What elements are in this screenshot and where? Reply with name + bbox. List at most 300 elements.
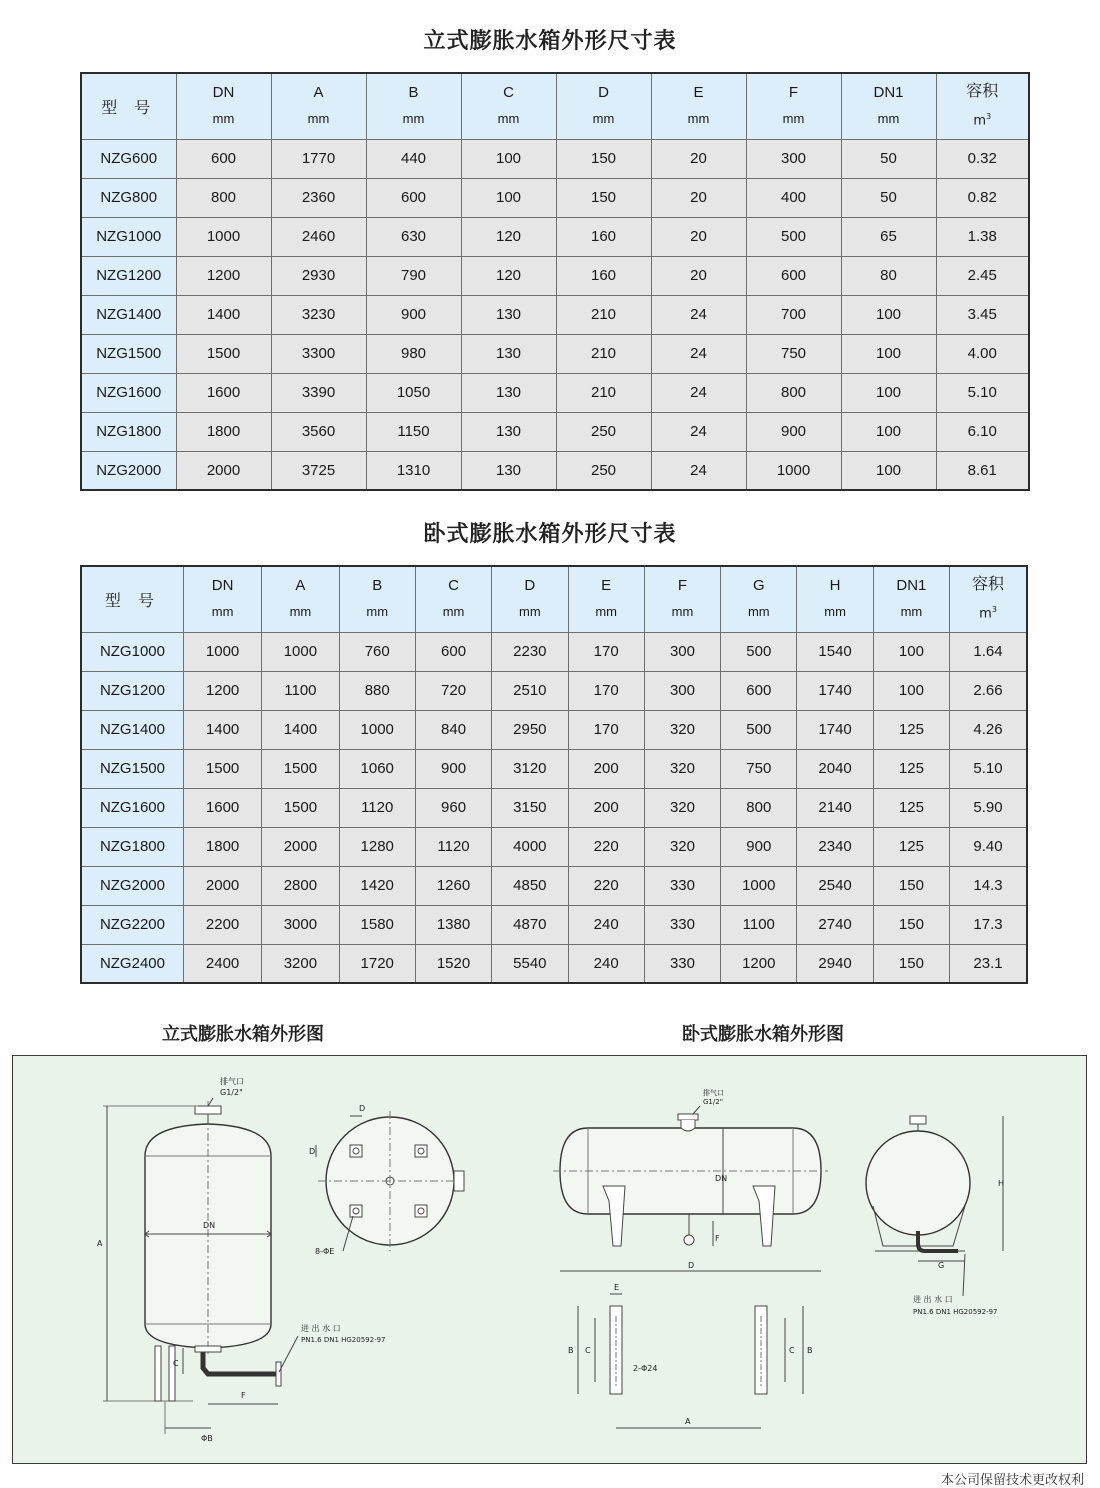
value-cell: 2040: [797, 749, 873, 788]
value-cell: 100: [873, 671, 949, 710]
value-cell: 210: [556, 373, 651, 412]
value-cell: 2340: [797, 827, 873, 866]
value-cell: 1540: [797, 632, 873, 671]
value-cell: 250: [556, 412, 651, 451]
value-cell: 100: [841, 295, 936, 334]
value-cell: 1280: [339, 827, 415, 866]
value-cell: 20: [651, 256, 746, 295]
header-dn1: [841, 73, 936, 139]
table-row: [81, 178, 1029, 217]
value-cell: 100: [841, 373, 936, 412]
value-cell: 4.00: [936, 334, 1029, 373]
value-cell: 50: [841, 178, 936, 217]
value-cell: 400: [746, 178, 841, 217]
table-row: [81, 944, 1027, 983]
model-cell: NZG800: [81, 178, 176, 217]
saddle-e-label: E: [614, 1283, 620, 1292]
header-unit: mm: [900, 604, 923, 620]
value-cell: 1500: [262, 749, 339, 788]
value-cell: 1050: [366, 373, 461, 412]
header-model: 型 号: [81, 566, 183, 632]
vertical-vent-size: G1/2": [220, 1088, 243, 1097]
table-row: [81, 412, 1029, 451]
value-cell: 120: [461, 256, 556, 295]
header-unit: mm: [211, 604, 234, 620]
value-cell: 23.1: [950, 944, 1027, 983]
value-cell: 600: [746, 256, 841, 295]
header-label: DN: [211, 577, 234, 595]
value-cell: 14.3: [950, 866, 1027, 905]
horizontal-tank-side: [866, 1116, 1004, 1316]
value-cell: 1150: [366, 412, 461, 451]
value-cell: 1400: [262, 710, 339, 749]
header-unit: mm: [824, 604, 846, 620]
value-cell: 1200: [183, 671, 261, 710]
table-row: [81, 256, 1029, 295]
value-cell: 1500: [183, 749, 261, 788]
value-cell: 130: [461, 373, 556, 412]
header-label: D: [524, 577, 536, 595]
header-unit: $m^3$: [973, 112, 992, 129]
value-cell: 240: [568, 905, 644, 944]
value-cell: 100: [841, 412, 936, 451]
value-cell: 65: [841, 217, 936, 256]
value-cell: 1770: [271, 139, 366, 178]
value-cell: 100: [841, 451, 936, 490]
value-cell: 1120: [339, 788, 415, 827]
value-cell: 1000: [339, 710, 415, 749]
model-cell: NZG1400: [81, 710, 183, 749]
value-cell: 500: [721, 632, 797, 671]
value-cell: 24: [651, 334, 746, 373]
value-cell: 4000: [492, 827, 568, 866]
value-cell: 3000: [262, 905, 339, 944]
value-cell: 1580: [339, 905, 415, 944]
value-cell: 100: [841, 334, 936, 373]
value-cell: 2510: [492, 671, 568, 710]
value-cell: 600: [176, 139, 271, 178]
value-cell: 2460: [271, 217, 366, 256]
header-label: DN1: [896, 577, 927, 595]
value-cell: 80: [841, 256, 936, 295]
header-b: [339, 566, 415, 632]
header-unit: mm: [782, 111, 805, 127]
value-cell: 17.3: [950, 905, 1027, 944]
value-cell: 330: [644, 944, 720, 983]
horizontal-drawing-title: 卧式膨胀水箱外形图: [682, 1024, 844, 1045]
header-label: F: [788, 84, 799, 102]
header-c: [415, 566, 491, 632]
value-cell: 800: [721, 788, 797, 827]
value-cell: 750: [746, 334, 841, 373]
value-cell: 1380: [415, 905, 491, 944]
model-cell: NZG1200: [81, 671, 183, 710]
horizontal-vent-size: G1/2": [703, 1098, 723, 1106]
value-cell: 960: [415, 788, 491, 827]
value-cell: 125: [873, 788, 949, 827]
value-cell: 5.10: [936, 373, 1029, 412]
value-cell: 320: [644, 710, 720, 749]
value-cell: 8.61: [936, 451, 1029, 490]
value-cell: 4870: [492, 905, 568, 944]
table-row: [81, 373, 1029, 412]
value-cell: 170: [568, 671, 644, 710]
value-cell: 150: [873, 905, 949, 944]
header-label: C: [448, 577, 459, 595]
value-cell: 1420: [339, 866, 415, 905]
value-cell: 300: [746, 139, 841, 178]
value-cell: 1000: [262, 632, 339, 671]
value-cell: 2.45: [936, 256, 1029, 295]
header-label: F: [677, 577, 688, 595]
header-label: D: [598, 84, 609, 102]
value-cell: 1000: [746, 451, 841, 490]
header-label: DN: [212, 84, 235, 102]
value-cell: 170: [568, 710, 644, 749]
value-cell: 1500: [176, 334, 271, 373]
value-cell: 100: [873, 632, 949, 671]
saddle-c-label-2: C: [789, 1346, 795, 1355]
model-cell: NZG1000: [81, 632, 183, 671]
value-cell: 760: [339, 632, 415, 671]
value-cell: 3230: [271, 295, 366, 334]
value-cell: 130: [461, 334, 556, 373]
value-cell: 2200: [183, 905, 261, 944]
value-cell: 150: [873, 944, 949, 983]
vertical-pn-label: PN1.6 DN1 HG20592-97: [301, 1336, 386, 1344]
value-cell: 160: [556, 217, 651, 256]
value-cell: 2000: [176, 451, 271, 490]
header-dn: [176, 73, 271, 139]
horizontal-f-label: F: [715, 1234, 720, 1243]
value-cell: 50: [841, 139, 936, 178]
table-row: [81, 671, 1027, 710]
value-cell: 4.26: [950, 710, 1027, 749]
header-label: H: [829, 577, 841, 595]
value-cell: 3560: [271, 412, 366, 451]
value-cell: 130: [461, 412, 556, 451]
value-cell: 2540: [797, 866, 873, 905]
value-cell: 2000: [262, 827, 339, 866]
value-cell: 100: [461, 139, 556, 178]
header-label: A: [295, 577, 306, 595]
header-unit: $m^3$: [979, 605, 997, 622]
value-cell: 1740: [797, 671, 873, 710]
value-cell: 440: [366, 139, 461, 178]
value-cell: 600: [415, 632, 491, 671]
value-cell: 1400: [183, 710, 261, 749]
value-cell: 24: [651, 412, 746, 451]
header-h: [797, 566, 873, 632]
horizontal-dn-label: DN: [715, 1174, 728, 1183]
model-cell: NZG600: [81, 139, 176, 178]
value-cell: 900: [746, 412, 841, 451]
table-row: [81, 749, 1027, 788]
vertical-drawing-title: 立式膨胀水箱外形图: [162, 1024, 324, 1045]
header-b: [366, 73, 461, 139]
horizontal-table-title: 卧式膨胀水箱外形尺寸表: [423, 522, 677, 547]
horizontal-spec-table: [80, 565, 1028, 984]
header-unit: mm: [289, 604, 312, 620]
value-cell: 630: [366, 217, 461, 256]
header-label: 容积: [966, 81, 999, 101]
value-cell: 9.40: [950, 827, 1027, 866]
value-cell: 24: [651, 451, 746, 490]
value-cell: 2740: [797, 905, 873, 944]
value-cell: 700: [746, 295, 841, 334]
value-cell: 2000: [183, 866, 261, 905]
header-e: [568, 566, 644, 632]
table-row: [81, 866, 1027, 905]
value-cell: 1.38: [936, 217, 1029, 256]
table-row: [81, 139, 1029, 178]
vertical-spec-table: [80, 72, 1030, 491]
header-label: C: [503, 84, 514, 102]
header-容积: [950, 566, 1027, 632]
header-d: [492, 566, 568, 632]
model-cell: NZG1400: [81, 295, 176, 334]
model-cell: NZG1600: [81, 373, 176, 412]
value-cell: 1500: [262, 788, 339, 827]
model-cell: NZG1000: [81, 217, 176, 256]
value-cell: 900: [366, 295, 461, 334]
value-cell: 1000: [183, 632, 261, 671]
value-cell: 330: [644, 866, 720, 905]
value-cell: 840: [415, 710, 491, 749]
value-cell: 750: [721, 749, 797, 788]
header-f: [644, 566, 720, 632]
vertical-dn-label: DN: [203, 1221, 216, 1230]
value-cell: 3150: [492, 788, 568, 827]
value-cell: 900: [415, 749, 491, 788]
header-unit: mm: [366, 604, 389, 620]
model-cell: NZG1500: [81, 334, 176, 373]
value-cell: 3725: [271, 451, 366, 490]
vertical-inlet-label: 进 出 水 口: [301, 1324, 341, 1333]
value-cell: 125: [873, 827, 949, 866]
value-cell: 2940: [797, 944, 873, 983]
header-a: [271, 73, 366, 139]
value-cell: 3200: [262, 944, 339, 983]
value-cell: 1060: [339, 749, 415, 788]
value-cell: 1800: [183, 827, 261, 866]
header-a: [262, 566, 339, 632]
table-row: [81, 217, 1029, 256]
value-cell: 2.66: [950, 671, 1027, 710]
value-cell: 220: [568, 866, 644, 905]
vertical-a-label: A: [97, 1239, 103, 1248]
value-cell: 320: [644, 749, 720, 788]
value-cell: 5540: [492, 944, 568, 983]
value-cell: 20: [651, 178, 746, 217]
value-cell: 1260: [415, 866, 491, 905]
value-cell: 160: [556, 256, 651, 295]
saddle-anchor-label: 2-Φ24: [633, 1364, 658, 1373]
value-cell: 1740: [797, 710, 873, 749]
value-cell: 3120: [492, 749, 568, 788]
value-cell: 320: [644, 827, 720, 866]
header-unit: mm: [592, 111, 615, 127]
header-label: DN1: [873, 84, 904, 102]
table-row: [81, 710, 1027, 749]
value-cell: 3.45: [936, 295, 1029, 334]
value-cell: 4850: [492, 866, 568, 905]
model-cell: NZG1800: [81, 827, 183, 866]
value-cell: 1600: [183, 788, 261, 827]
header-e: [651, 73, 746, 139]
table-row: [81, 295, 1029, 334]
value-cell: 320: [644, 788, 720, 827]
value-cell: 130: [461, 451, 556, 490]
value-cell: 980: [366, 334, 461, 373]
value-cell: 20: [651, 139, 746, 178]
value-cell: 330: [644, 905, 720, 944]
side-pn-label: PN1.6 DN1 HG20592-97: [913, 1308, 998, 1316]
value-cell: 2360: [271, 178, 366, 217]
value-cell: 150: [556, 178, 651, 217]
plan-d-label-2: D: [309, 1147, 316, 1156]
value-cell: 24: [651, 295, 746, 334]
header-unit: mm: [877, 111, 900, 127]
vertical-f-label: F: [241, 1391, 246, 1400]
saddle-c-label: C: [585, 1346, 591, 1355]
header-label: E: [693, 84, 704, 102]
header-label: B: [372, 577, 383, 595]
value-cell: 0.82: [936, 178, 1029, 217]
value-cell: 150: [873, 866, 949, 905]
value-cell: 900: [721, 827, 797, 866]
value-cell: 1200: [176, 256, 271, 295]
value-cell: 880: [339, 671, 415, 710]
value-cell: 200: [568, 788, 644, 827]
value-cell: 210: [556, 295, 651, 334]
saddle-plan: [568, 1283, 813, 1428]
saddle-a-label: A: [685, 1417, 691, 1426]
value-cell: 1.64: [950, 632, 1027, 671]
value-cell: 2800: [262, 866, 339, 905]
value-cell: 2950: [492, 710, 568, 749]
value-cell: 2930: [271, 256, 366, 295]
header-model: 型 号: [81, 73, 176, 139]
model-cell: NZG1500: [81, 749, 183, 788]
value-cell: 1200: [721, 944, 797, 983]
footer-note: 本公司保留技术更改权利: [940, 1473, 1084, 1488]
value-cell: 250: [556, 451, 651, 490]
vertical-c-label: C: [173, 1359, 179, 1368]
value-cell: 5.90: [950, 788, 1027, 827]
model-cell: NZG1600: [81, 788, 183, 827]
value-cell: 125: [873, 749, 949, 788]
header-unit: mm: [497, 111, 520, 127]
header-unit: mm: [595, 604, 617, 620]
value-cell: 1520: [415, 944, 491, 983]
header-label: 容积: [972, 574, 1005, 594]
value-cell: 800: [176, 178, 271, 217]
value-cell: 100: [461, 178, 556, 217]
side-h-label: H: [998, 1179, 1005, 1188]
model-cell: NZG2000: [81, 866, 183, 905]
header-容积: [936, 73, 1029, 139]
value-cell: 125: [873, 710, 949, 749]
value-cell: 1120: [415, 827, 491, 866]
header-dn1: [873, 566, 949, 632]
value-cell: 210: [556, 334, 651, 373]
value-cell: 1100: [262, 671, 339, 710]
value-cell: 500: [746, 217, 841, 256]
value-cell: 20: [651, 217, 746, 256]
value-cell: 1720: [339, 944, 415, 983]
vertical-table-title: 立式膨胀水箱外形尺寸表: [423, 29, 677, 54]
value-cell: 2230: [492, 632, 568, 671]
model-cell: NZG2200: [81, 905, 183, 944]
vertical-tank-plan: [309, 1104, 464, 1256]
horizontal-vent-label: 排气口: [703, 1089, 724, 1097]
technical-drawings: [13, 1056, 1088, 1465]
header-unit: mm: [402, 111, 425, 127]
value-cell: 720: [415, 671, 491, 710]
side-g-label: G: [938, 1261, 945, 1270]
table-row: [81, 827, 1027, 866]
plan-d-label: D: [359, 1104, 366, 1113]
value-cell: 200: [568, 749, 644, 788]
saddle-b-label-2: B: [807, 1346, 813, 1355]
value-cell: 3300: [271, 334, 366, 373]
table-row: [81, 788, 1027, 827]
value-cell: 130: [461, 295, 556, 334]
value-cell: 500: [721, 710, 797, 749]
header-unit: mm: [747, 604, 770, 620]
value-cell: 600: [721, 671, 797, 710]
value-cell: 0.32: [936, 139, 1029, 178]
value-cell: 300: [644, 671, 720, 710]
value-cell: 2140: [797, 788, 873, 827]
vertical-tank-elevation: [97, 1076, 386, 1443]
model-cell: NZG1800: [81, 412, 176, 451]
value-cell: 240: [568, 944, 644, 983]
value-cell: 24: [651, 373, 746, 412]
header-f: [746, 73, 841, 139]
drawing-panel: [12, 1055, 1087, 1464]
model-cell: NZG2400: [81, 944, 183, 983]
horizontal-tank-elevation: [553, 1088, 828, 1271]
header-unit: mm: [687, 111, 710, 127]
value-cell: 220: [568, 827, 644, 866]
value-cell: 600: [366, 178, 461, 217]
value-cell: 1100: [721, 905, 797, 944]
plan-bolt-holes: 8-ΦE: [315, 1247, 335, 1256]
value-cell: 300: [644, 632, 720, 671]
header-unit: mm: [519, 604, 541, 620]
side-inlet-label: 进 出 水 口: [913, 1295, 953, 1304]
value-cell: 120: [461, 217, 556, 256]
header-label: B: [408, 84, 419, 102]
header-unit: mm: [212, 111, 235, 127]
value-cell: 6.10: [936, 412, 1029, 451]
value-cell: 1310: [366, 451, 461, 490]
header-dn: [183, 566, 261, 632]
value-cell: 790: [366, 256, 461, 295]
value-cell: 1400: [176, 295, 271, 334]
header-unit: mm: [671, 604, 694, 620]
header-label: G: [752, 577, 765, 595]
value-cell: 1600: [176, 373, 271, 412]
value-cell: 1000: [176, 217, 271, 256]
horizontal-d-label: D: [688, 1261, 695, 1270]
value-cell: 2400: [183, 944, 261, 983]
value-cell: 1800: [176, 412, 271, 451]
vertical-b-label: ΦB: [201, 1434, 213, 1443]
value-cell: 800: [746, 373, 841, 412]
